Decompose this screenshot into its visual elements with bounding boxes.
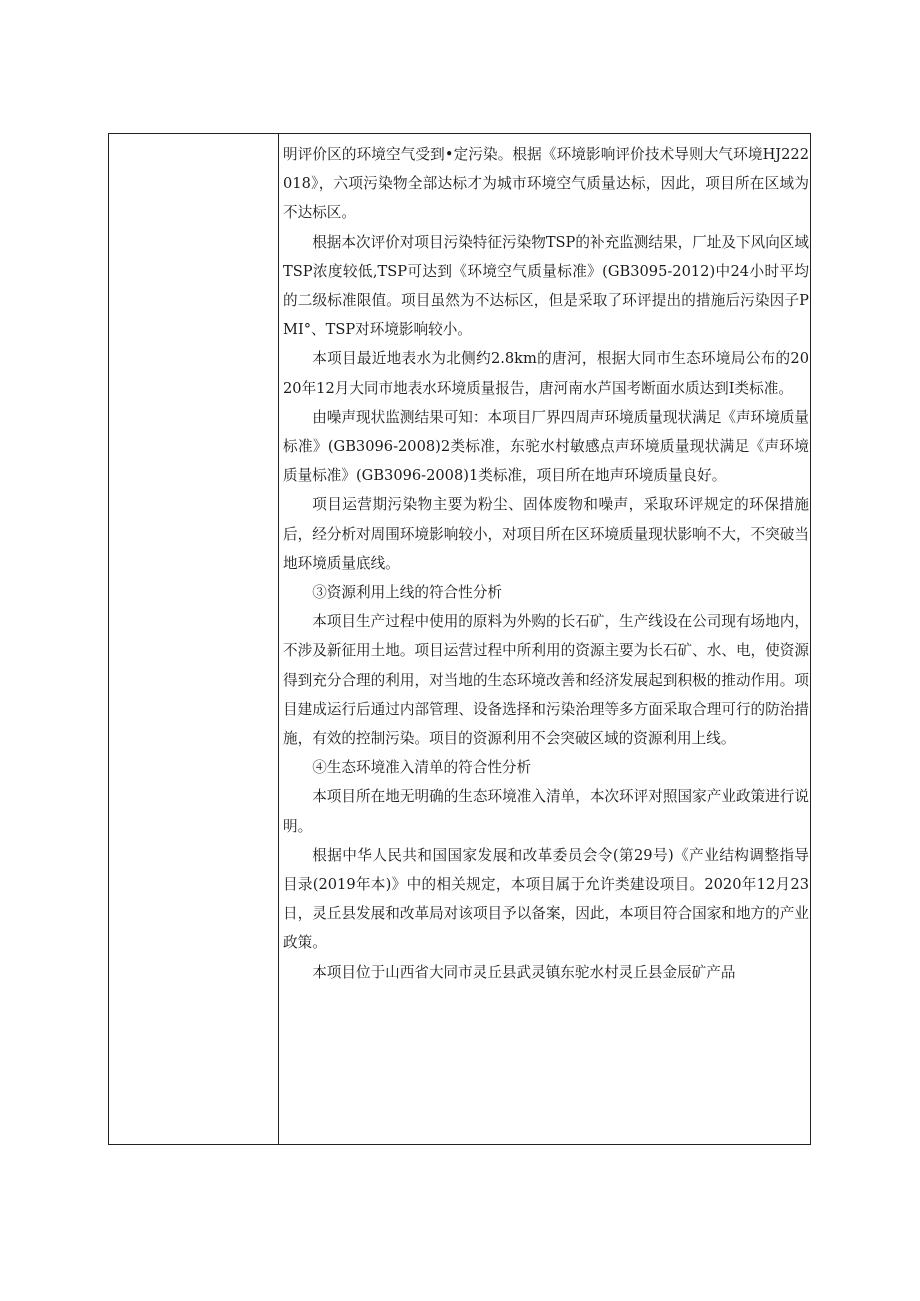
paragraph-resource-utilization: 本项目生产过程中使用的原料为外购的长石矿，生产线设在公司现有场地内，不涉及新征用土地。项目运营过程中所利用的资源主要为长石矿、水、电，使资源得到充分合理的利用，对当地的生态环境改善和经济发展起到积极的推动作用。项目建成运行后通过内部管理、设备选择和污染治理等多方面采取合理可行的防治措施，有效的控制污染。项目的资源利用不会突破区域的资源利用上线。 [283,613,809,748]
paragraph-tsp-monitoring: 根据本次评价对项目污染特征污染物TSP的补充监测结果，厂址及下风向区域TSP浓度较低,TSP可达到《环境空气质量标准》(GB3095-2012)中24小时平均的二级标准限值。项目虽然为不达标区，但是采取了环评提出的措施后污染因子PMI°、TSP对环境影响较小。 [283,233,809,339]
document-table [108,133,811,1145]
paragraph-noise-monitoring: 由噪声现状监测结果可知：本项目厂界四周声环境质量现状满足《声环境质量标准》(GB3096-2008)2类标准，东驼水村敏感点声环境质量现状满足《声环境质量标准》(GB3096-2008)1类标准，项目所在地声环境质量良好。 [283,408,809,485]
table-label-cell [109,134,279,1144]
paragraph-industrial-policy: 根据中华人民共和国国家发展和改革委员会令(第29号)《产业结构调整指导目录(2019年本)》中的相关规定，本项目属于允许类建设项目。2020年12月23日，灵丘县发展和改革局对该项目予以备案，因此，本项目符合国家和地方的产业政策。 [283,846,809,952]
paragraph-project-location: 本项目位于山西省大同市灵丘县武灵镇东驼水村灵丘县金辰矿产品 [312,963,736,981]
paragraph-operation-pollutants: 项目运营期污染物主要为粉尘、固体废物和噪声，采取环评规定的环保措施后，经分析对周围环境影响较小，对项目所在区环境质量现状影响不大，不突破当地环境质量底线。 [283,496,809,572]
paragraph-air-quality-conclusion: 明评价区的环境空气受到•定污染。根据《环境影响评价技术导则大气环境HJ222018》，六项污染物全部达标才为城市环境空气质量达标，因此，项目所在区域为不达标区。 [283,146,809,222]
paragraph-access-list-explanation: 本项目所在地无明确的生态环境准入清单，本次环评对照国家产业政策进行说明。 [283,788,809,835]
heading-environmental-access-list: ④生态环境准入清单的符合性分析 [312,759,532,777]
heading-resource-utilization: ③资源利用上线的符合性分析 [312,584,502,602]
paragraph-surface-water: 本项目最近地表水为北侧约2.8km的唐河，根据大同市生态环境局公布的2020年12月大同市地表水环境质量报告，唐河南水芦国考断面水质达到I类标准。 [283,350,809,397]
table-content-cell [279,134,810,1144]
